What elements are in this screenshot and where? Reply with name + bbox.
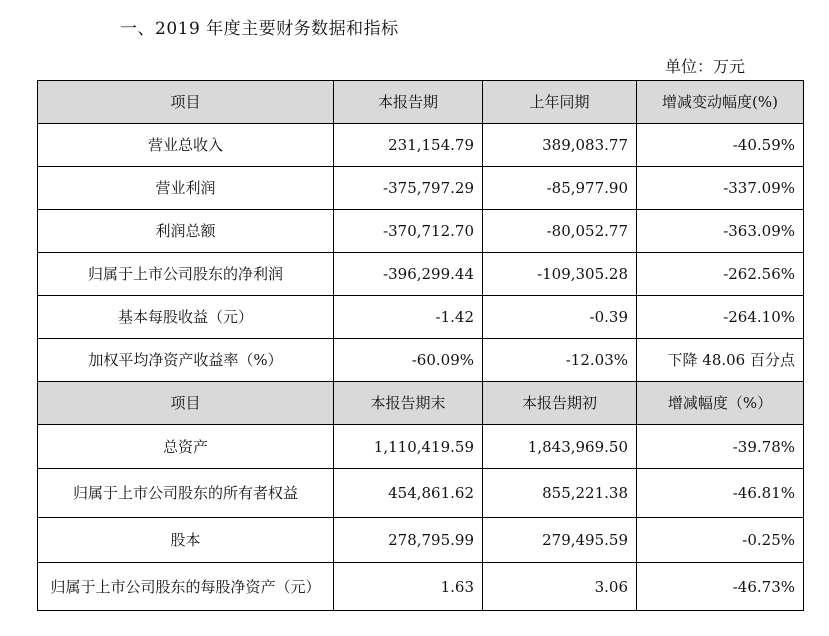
table-header-row (38, 382, 804, 425)
row-label: 总资产 (38, 425, 334, 469)
header-change-pct: 增减变动幅度(%) (637, 81, 804, 124)
cell-value: -375,797.29 (334, 167, 483, 210)
header-item: 项目 (38, 81, 334, 124)
cell-value: 1,843,969.50 (483, 425, 637, 469)
header-period-end: 本报告期末 (334, 382, 483, 425)
financial-data-table (37, 80, 804, 611)
table-header-row (38, 81, 804, 124)
cell-value: -1.42 (334, 296, 483, 339)
cell-value: 3.06 (483, 563, 637, 611)
row-label: 归属于上市公司股东的每股净资产（元） (38, 563, 334, 611)
header-prior-period: 上年同期 (483, 81, 637, 124)
cell-value: -85,977.90 (483, 167, 637, 210)
table-row (38, 167, 804, 210)
table-row (38, 518, 804, 563)
cell-value: 278,795.99 (334, 518, 483, 563)
cell-value: 279,495.59 (483, 518, 637, 563)
cell-value: -80,052.77 (483, 210, 637, 253)
cell-value: -109,305.28 (483, 253, 637, 296)
row-label: 加权平均净资产收益率（%） (38, 339, 334, 382)
cell-value: 下降 48.06 百分点 (637, 339, 804, 382)
row-label: 归属于上市公司股东的净利润 (38, 253, 334, 296)
unit-label: 单位：万元 (664, 57, 745, 76)
cell-value: 855,221.38 (483, 469, 637, 518)
table-row (38, 210, 804, 253)
cell-value: 231,154.79 (334, 124, 483, 167)
table-row (38, 296, 804, 339)
cell-value: 1,110,419.59 (334, 425, 483, 469)
cell-value: -46.81% (637, 469, 804, 518)
cell-value: -39.78% (637, 425, 804, 469)
section-heading: 一、2019 年度主要财务数据和指标 (120, 19, 399, 39)
cell-value: 389,083.77 (483, 124, 637, 167)
table-row (38, 339, 804, 382)
header-period-start: 本报告期初 (483, 382, 637, 425)
table-row (38, 253, 804, 296)
table-row (38, 124, 804, 167)
cell-value: -363.09% (637, 210, 804, 253)
row-label: 营业总收入 (38, 124, 334, 167)
row-label: 基本每股收益（元） (38, 296, 334, 339)
header-change-pct: 增减幅度（%） (637, 382, 804, 425)
table-row (38, 469, 804, 518)
cell-value: -370,712.70 (334, 210, 483, 253)
table-row (38, 563, 804, 611)
cell-value: -0.25% (637, 518, 804, 563)
cell-value: -12.03% (483, 339, 637, 382)
cell-value: -0.39 (483, 296, 637, 339)
cell-value: -46.73% (637, 563, 804, 611)
row-label: 营业利润 (38, 167, 334, 210)
cell-value: -262.56% (637, 253, 804, 296)
row-label: 归属于上市公司股东的所有者权益 (38, 469, 334, 518)
row-label: 利润总额 (38, 210, 334, 253)
header-current-period: 本报告期 (334, 81, 483, 124)
header-item: 项目 (38, 382, 334, 425)
cell-value: 454,861.62 (334, 469, 483, 518)
cell-value: -60.09% (334, 339, 483, 382)
table-row (38, 425, 804, 469)
row-label: 股本 (38, 518, 334, 563)
cell-value: 1.63 (334, 563, 483, 611)
cell-value: -396,299.44 (334, 253, 483, 296)
cell-value: -264.10% (637, 296, 804, 339)
cell-value: -337.09% (637, 167, 804, 210)
cell-value: -40.59% (637, 124, 804, 167)
